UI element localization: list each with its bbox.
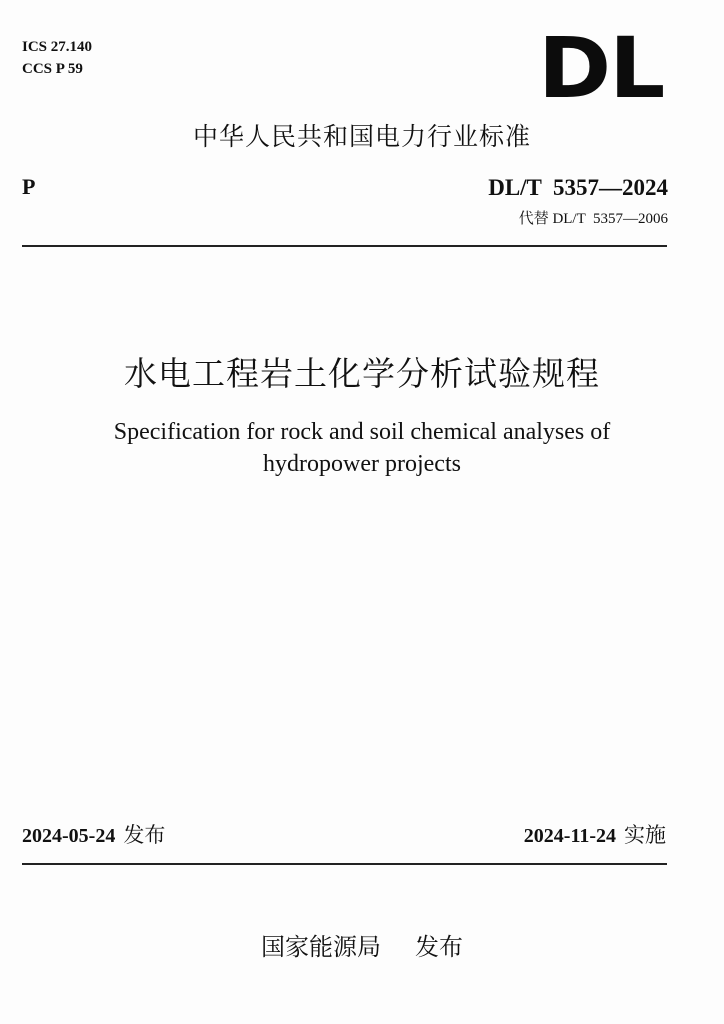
title-english-line-1: Specification for rock and soil chemical analyses of (113, 419, 611, 445)
dl-logo: DL (538, 19, 664, 117)
effective-date: 2024-11-24 (523, 825, 616, 847)
issue-label: 发布 (123, 823, 166, 847)
standard-number: DL/T 5357—2024 (488, 175, 668, 200)
effective-date-block (524, 820, 666, 851)
bottom-divider (22, 863, 667, 865)
top-divider (22, 245, 667, 247)
issue-date-block (22, 820, 165, 851)
issue-date: 2024-05-24 (22, 825, 116, 847)
title-english-line-2: hydropower projects (263, 451, 461, 477)
ics-code: ICS 27.140 (22, 39, 93, 55)
replaces-note: 代替 DL/T 5357—2006 (518, 211, 668, 227)
title-english (40, 416, 684, 480)
publisher-name: 国家能源局 (261, 933, 381, 961)
industry-standard-heading: 中华人民共和国电力行业标准 (192, 122, 531, 151)
category-letter: P (22, 174, 36, 199)
classification-codes (22, 36, 92, 80)
effective-label: 实施 (624, 823, 666, 847)
publisher-label: 发布 (415, 933, 463, 961)
publisher-line (0, 930, 724, 964)
title-chinese: 水电工程岩土化学分析试验规程 (124, 354, 600, 393)
ccs-code: CCS P 59 (22, 61, 83, 77)
